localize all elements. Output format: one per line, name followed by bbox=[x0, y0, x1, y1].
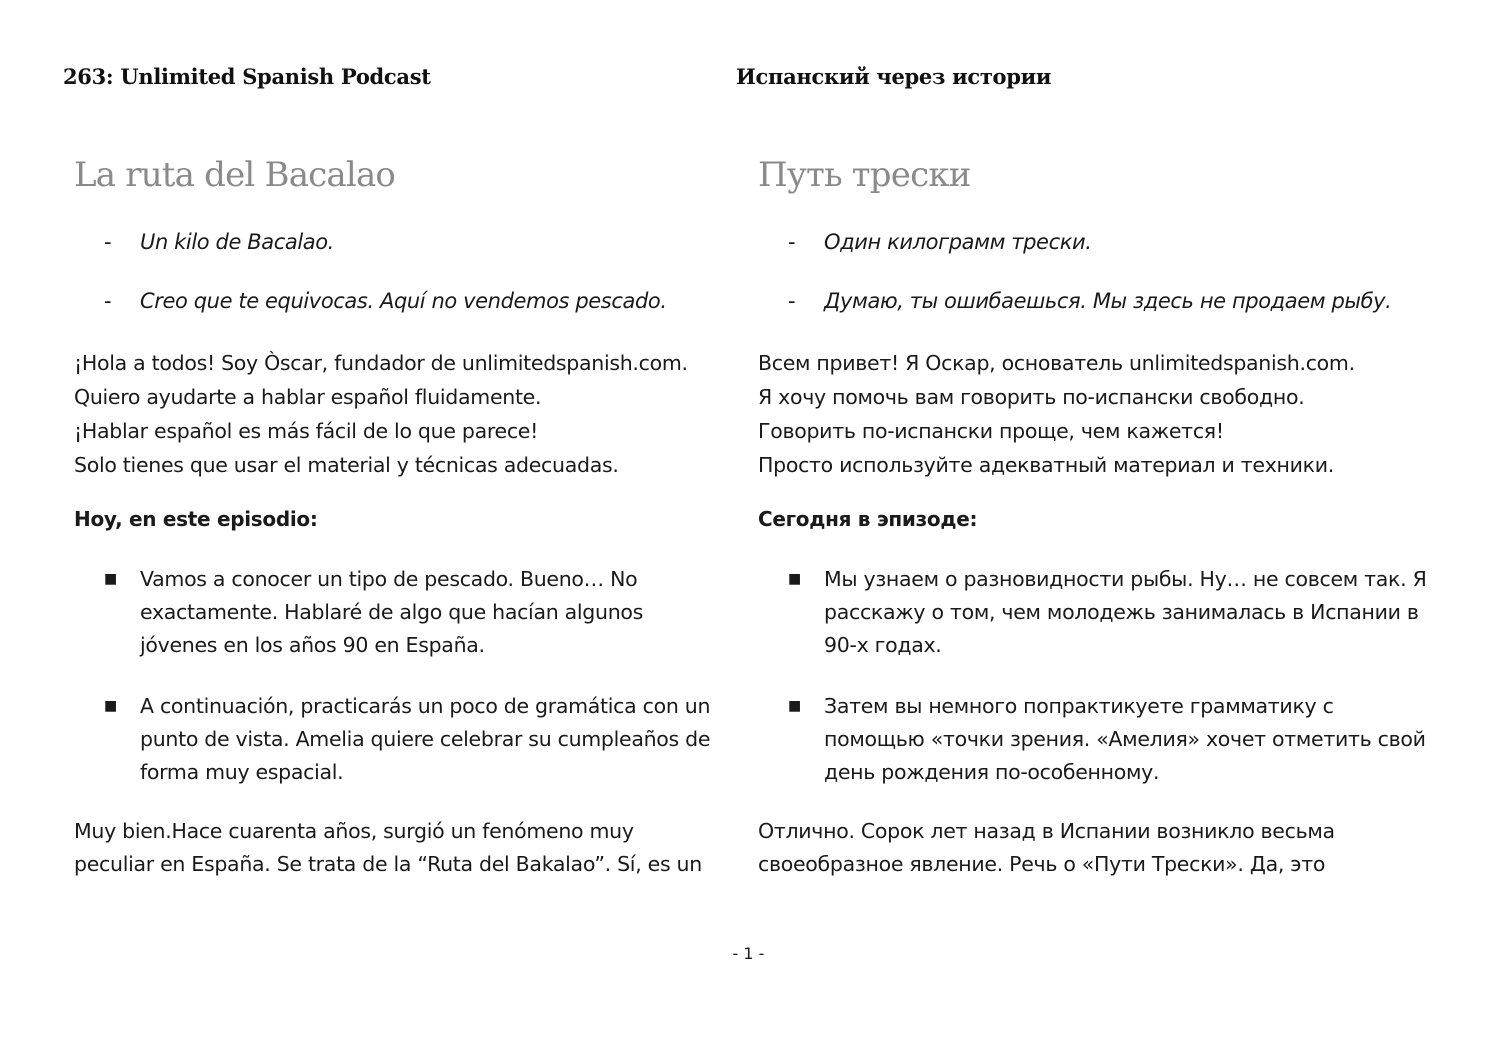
square-bullet-icon: ■ bbox=[788, 698, 801, 714]
russian-bullet-item bbox=[788, 690, 1428, 789]
intro-line: Всем привет! Я Оскар, основатель unlimitedspanish.com. bbox=[758, 351, 1355, 375]
spanish-header: 263: Unlimited Spanish Podcast bbox=[63, 64, 431, 89]
bullet-text: A continuación, practicarás un poco de gramática con un punto de vista. Amelia quiere celebrar su cumpleaños de forma muy espacial. bbox=[140, 694, 711, 784]
spanish-title: La ruta del Bacalao bbox=[74, 155, 396, 195]
bullet-text: Затем вы немного попрактикуете грамматику с помощью «точки зрения. «Амелия» хочет отметить свой день рождения по-особенному. bbox=[824, 694, 1426, 784]
dialog-dash: - bbox=[104, 289, 112, 313]
spanish-bullet-item bbox=[104, 690, 724, 789]
square-bullet-icon: ■ bbox=[104, 571, 117, 587]
spanish-dialog-line bbox=[104, 230, 334, 254]
bullet-text: Vamos a conocer un tipo de pescado. Bueno… No exactamente. Hablaré de algo que hacían algunos jóvenes en los años 90 en España. bbox=[140, 567, 644, 657]
intro-line: Quiero ayudarte a hablar español fluidamente. bbox=[74, 385, 542, 409]
intro-line: ¡Hablar español es más fácil de lo que parece! bbox=[74, 419, 539, 443]
dialog-dash: - bbox=[788, 230, 796, 254]
bullet-text: Мы узнаем о разновидности рыбы. Ну… не совсем так. Я расскажу о том, чем молодежь занималась в Испании в 90-х годах. bbox=[824, 567, 1427, 657]
intro-line: Я хочу помочь вам говорить по-испански свободно. bbox=[758, 385, 1305, 409]
closing-line: своеобразное явление. Речь о «Пути Трески». Да, это bbox=[758, 852, 1326, 876]
spanish-bullet-item bbox=[104, 563, 724, 662]
square-bullet-icon: ■ bbox=[788, 571, 801, 587]
spanish-closing-paragraph bbox=[74, 815, 702, 881]
russian-dialog-line bbox=[788, 289, 1391, 313]
spanish-subheading: Hoy, en este episodio: bbox=[74, 507, 318, 531]
dialog-dash: - bbox=[104, 230, 112, 254]
dialog-text: Creo que te equivocas. Aquí no vendemos pescado. bbox=[140, 289, 667, 313]
dialog-text: Думаю, ты ошибаешься. Мы здесь не продаем рыбу. bbox=[824, 289, 1392, 313]
dialog-text: Один килограмм трески. bbox=[824, 230, 1092, 254]
closing-line: Отлично. Сорок лет назад в Испании возникло весьма bbox=[758, 819, 1335, 843]
russian-intro bbox=[758, 346, 1355, 482]
square-bullet-icon: ■ bbox=[104, 698, 117, 714]
closing-line: peculiar en España. Se trata de la “Ruta del Bakalao”. Sí, es un bbox=[74, 852, 702, 876]
russian-subheading: Сегодня в эпизоде: bbox=[758, 507, 978, 531]
russian-dialog-line bbox=[788, 230, 1092, 254]
intro-line: Просто используйте адекватный материал и техники. bbox=[758, 453, 1335, 477]
intro-line: Solo tienes que usar el material y técnicas adecuadas. bbox=[74, 453, 619, 477]
dialog-text: Un kilo de Bacalao. bbox=[140, 230, 334, 254]
russian-title: Путь трески bbox=[758, 155, 971, 195]
page-number: - 1 - bbox=[732, 944, 765, 963]
dialog-dash: - bbox=[788, 289, 796, 313]
closing-line: Muy bien.Hace cuarenta años, surgió un fenómeno muy bbox=[74, 819, 634, 843]
russian-header: Испанский через истории bbox=[736, 64, 1052, 89]
intro-line: Говорить по-испански проще, чем кажется! bbox=[758, 419, 1224, 443]
spanish-intro bbox=[74, 346, 688, 482]
intro-line: ¡Hola a todos! Soy Òscar, fundador de unlimitedspanish.com. bbox=[74, 351, 688, 375]
spanish-dialog-line bbox=[104, 289, 667, 313]
russian-bullet-item bbox=[788, 563, 1428, 662]
russian-closing-paragraph bbox=[758, 815, 1335, 881]
